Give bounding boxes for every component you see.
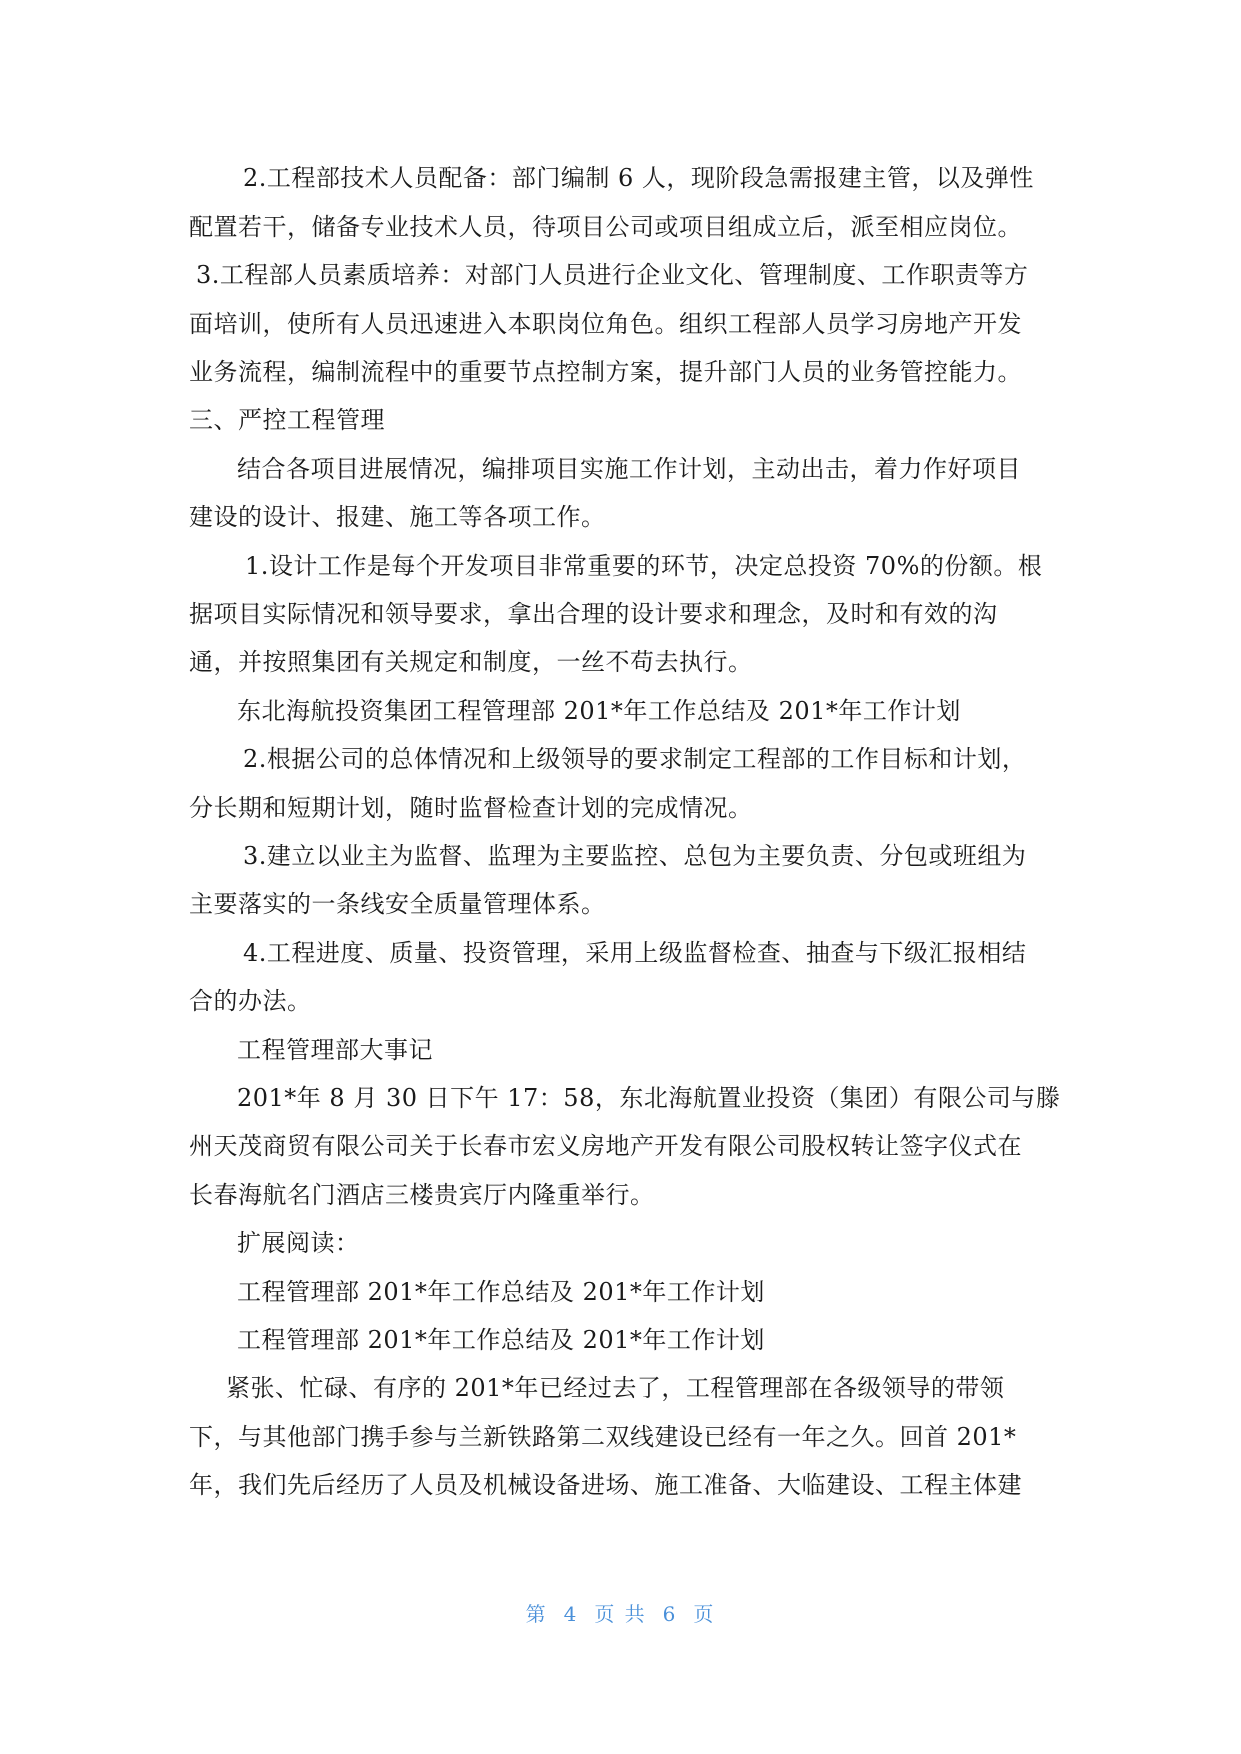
text-line: 扩展阅读： <box>237 1229 360 1257</box>
page-label-prefix: 第 <box>525 1602 548 1626</box>
text-line: 通，并按照集团有关规定和制度，一丝不苟去执行。 <box>189 648 753 676</box>
text-line: 工程管理部 201*年工作总结及 201*年工作计划 <box>237 1278 765 1306</box>
text-line: 2.根据公司的总体情况和上级领导的要求制定工程部的工作目标和计划， <box>243 745 1027 773</box>
text-line: 州天茂商贸有限公司关于长春市宏义房地产开发有限公司股权转让签字仪式在 <box>189 1132 1022 1160</box>
text-line: 下，与其他部门携手参与兰新铁路第二双线建设已经有一年之久。回首 201* <box>189 1423 1017 1451</box>
text-line: 3.建立以业主为监督、监理为主要监控、总包为主要负责、分包或班组为 <box>243 842 1027 870</box>
text-line: 4.工程进度、质量、投资管理，采用上级监督检查、抽查与下级汇报相结 <box>243 939 1027 967</box>
page-label-middle: 页 共 <box>594 1602 647 1626</box>
page-footer <box>0 1601 1241 1627</box>
text-line: 据项目实际情况和领导要求，拿出合理的设计要求和理念，及时和有效的沟 <box>189 600 998 628</box>
text-line: 2.工程部技术人员配备：部门编制 6 人，现阶段急需报建主管，以及弹性 <box>243 164 1034 192</box>
section-heading: 三、严控工程管理 <box>189 406 385 434</box>
text-line: 配置若干，储备专业技术人员，待项目公司或项目组成立后，派至相应岗位。 <box>189 213 1022 241</box>
page-label-suffix: 页 <box>693 1602 716 1626</box>
text-line: 长春海航名门酒店三楼贵宾厅内隆重举行。 <box>189 1181 655 1209</box>
text-line: 工程管理部大事记 <box>237 1036 433 1064</box>
text-line: 紧张、忙碌、有序的 201*年已经过去了，工程管理部在各级领导的带领 <box>226 1374 1005 1402</box>
text-line: 1.设计工作是每个开发项目非常重要的环节，决定总投资 70%的份额。根 <box>245 552 1043 580</box>
text-line: 201*年 8 月 30 日下午 17：58，东北海航置业投资（集团）有限公司与滕 <box>237 1084 1061 1112</box>
current-page-number: 4 <box>563 1602 579 1626</box>
text-line: 东北海航投资集团工程管理部 201*年工作总结及 201*年工作计划 <box>237 697 961 725</box>
text-line: 建设的设计、报建、施工等各项工作。 <box>189 503 606 531</box>
total-pages-number: 6 <box>662 1602 678 1626</box>
text-line: 工程管理部 201*年工作总结及 201*年工作计划 <box>237 1326 765 1354</box>
text-line: 结合各项目进展情况，编排项目实施工作计划，主动出击，着力作好项目 <box>237 455 1021 483</box>
text-line: 分长期和短期计划，随时监督检查计划的完成情况。 <box>189 794 753 822</box>
text-line: 合的办法。 <box>189 987 312 1015</box>
text-line: 3.工程部人员素质培养：对部门人员进行企业文化、管理制度、工作职责等方 <box>196 261 1029 289</box>
text-line: 业务流程，编制流程中的重要节点控制方案，提升部门人员的业务管控能力。 <box>189 358 1022 386</box>
text-line: 年，我们先后经历了人员及机械设备进场、施工准备、大临建设、工程主体建 <box>189 1471 1022 1499</box>
text-line: 面培训，使所有人员迅速进入本职岗位角色。组织工程部人员学习房地产开发 <box>189 310 1022 338</box>
text-line: 主要落实的一条线安全质量管理体系。 <box>189 890 606 918</box>
